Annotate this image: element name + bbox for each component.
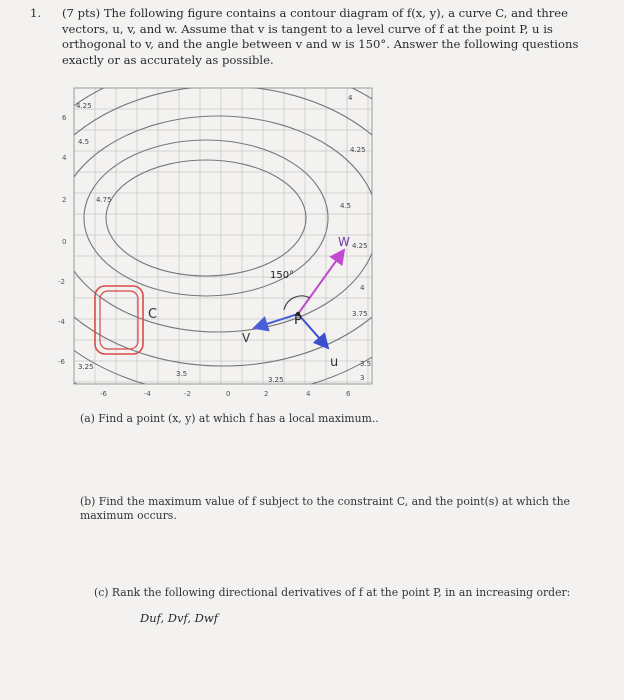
contour-line	[58, 84, 388, 414]
y-tick-label: 2	[62, 196, 67, 204]
directional-derivatives-list: Duf, Dvf, Dwf	[140, 611, 218, 625]
contour-label: 4	[360, 284, 365, 292]
y-tick-label: 4	[62, 154, 67, 162]
constraint-curve-c	[95, 286, 157, 354]
vector-u-label: u	[330, 355, 339, 370]
question-a: (a) Find a point (x, y) at which f has a local maximum..	[80, 412, 379, 425]
contour-label: 4.25	[352, 242, 368, 250]
curve-c-outer	[95, 286, 143, 354]
y-tick-label: -4	[58, 318, 65, 326]
x-tick-label: 2	[264, 390, 269, 398]
vector-v-label: V	[242, 331, 251, 345]
contour-figure	[58, 84, 388, 414]
contour-svg	[58, 84, 388, 414]
vector-v	[254, 314, 298, 328]
x-tick-label: 0	[226, 390, 231, 398]
y-axis-ticks	[58, 114, 67, 366]
vectors-at-p	[242, 235, 350, 370]
contour-label: 4.25	[76, 102, 92, 110]
y-tick-label: 6	[62, 114, 67, 122]
contour-label: 3	[360, 374, 365, 382]
problem-statement	[30, 6, 590, 68]
contour-line	[106, 160, 306, 276]
contour-label: 4.5	[78, 138, 90, 146]
contour-level-labels	[76, 94, 371, 384]
x-tick-label: 4	[306, 390, 311, 398]
grid-lines	[74, 88, 372, 384]
contour-label: 4	[348, 94, 353, 102]
y-tick-label: -6	[58, 358, 65, 366]
vector-w-label: W	[338, 235, 350, 249]
x-tick-label: -6	[100, 390, 107, 398]
angle-label: 150°	[270, 270, 295, 281]
curve-c-label: C	[148, 307, 158, 322]
point-p-label: P	[294, 313, 302, 328]
question-c: (c) Rank the following directional derivatives of f at the point P, in an increasing order:	[94, 586, 571, 599]
contour-lines	[58, 84, 388, 414]
x-tick-label: -2	[184, 390, 191, 398]
problem-text: (7 pts) The following figure contains a contour diagram of f(x, y), a curve C, and three vectors, u, v, and w. Assume that v is tangent to a level curve of f at the point P, u is orthogonal to v, and the angle between v and w is 150°. Answer the following questions exactly or as accurately as possible.	[62, 6, 579, 67]
problem-number: 1.	[30, 6, 42, 20]
question-b: (b) Find the maximum value of f subject to the constraint C, and the point(s) at which the maximum occurs.	[80, 495, 570, 522]
contour-label: 4.75	[96, 196, 112, 204]
y-tick-label: 0	[62, 238, 67, 246]
contour-label: 4.5	[340, 202, 352, 210]
x-tick-label: 6	[346, 390, 351, 398]
x-tick-label: -4	[144, 390, 151, 398]
contour-label: 4.25	[350, 146, 366, 154]
contour-label: 3.5	[176, 370, 188, 378]
contour-label: 3.5	[360, 360, 372, 368]
x-axis-ticks	[100, 390, 351, 398]
contour-label: 3.25	[78, 363, 94, 371]
contour-label: 3.25	[268, 376, 284, 384]
contour-line	[58, 84, 388, 414]
contour-label: 3.75	[352, 310, 368, 318]
y-tick-label: -2	[58, 278, 65, 286]
